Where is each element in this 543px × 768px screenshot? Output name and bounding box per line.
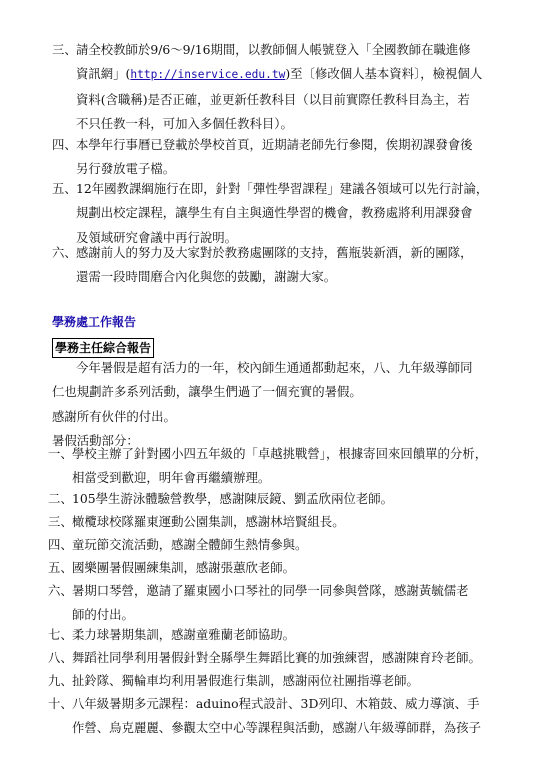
- section-title: 學務處工作報告: [52, 315, 137, 329]
- item-number: 七、: [48, 627, 73, 642]
- item-number: 五、: [52, 181, 77, 196]
- item-line: 師的付出。: [72, 607, 134, 623]
- item-line: 八年級暑期多元課程：aduino程式設計、3D列印、木箱鼓、威力導演、手: [72, 696, 480, 711]
- top-item-3: [52, 38, 502, 137]
- item-number: 四、: [52, 137, 77, 152]
- item-number: 五、: [48, 560, 73, 575]
- item-number: 二、: [48, 491, 73, 506]
- top-item-4: [52, 133, 502, 182]
- item-number: 三、: [52, 42, 77, 57]
- item-number: 八、: [48, 650, 73, 665]
- intro-paragraph: [52, 356, 502, 454]
- intro-line: 感謝所有伙伴的付出。: [52, 408, 176, 424]
- activity-1: [48, 442, 498, 491]
- item-line: 另行發放電子檔。: [76, 161, 176, 177]
- item-line: 柔力球暑期集訓，感謝童雅蘭老師協助。: [72, 627, 296, 642]
- item-line: 還需一段時間磨合內化與您的鼓勵，謝謝大家。: [76, 269, 337, 285]
- activity-10: [48, 692, 498, 741]
- item-line: 學校主辦了針對國小四五年級的「卓越挑戰營」，根據寄回來回饋單的分析，: [72, 446, 488, 461]
- item-line: 舞蹈社同學利用暑假針對全縣學生舞蹈比賽的加強練習，感謝陳育玲老師。: [72, 650, 481, 665]
- item-line: 作營、烏克麗麗、參觀太空中心等課程與活動，感謝八年級導師群，為孩子: [72, 720, 481, 736]
- top-item-6: [52, 241, 502, 290]
- item-number: 九、: [48, 673, 73, 688]
- item-line: 國樂團暑假團練集訓，感謝張蕙欣老師。: [72, 560, 296, 575]
- item-number: 十、: [48, 696, 73, 711]
- item-number: 一、: [48, 446, 73, 461]
- item-line: 橄欖球校隊羅東運動公園集訓，感謝林培賢組長。: [72, 514, 345, 529]
- item-line: 相當受到歡迎，明年會再繼續辦理。: [72, 470, 271, 486]
- intro-line: 暑假活動部分：: [52, 433, 139, 449]
- activity-9: [48, 669, 498, 693]
- item-line: 童玩節交流活動，感謝全體師生熱情參與。: [72, 537, 308, 552]
- activity-5: [48, 556, 498, 580]
- item-number: 三、: [48, 514, 73, 529]
- intro-line: 今年暑假是超有活力的一年，校內師生通通都動起來，八、九年級導師同: [76, 360, 473, 375]
- boxed-heading: 學務主任綜合報告: [52, 338, 154, 358]
- item-line: 暑期口琴營，邀請了羅東國小口琴社的同學一同參與營隊，感謝黃毓儒老: [72, 583, 469, 598]
- item-number: 四、: [48, 537, 73, 552]
- item-line: 資料(含職稱)是否正確，並更新任教科目（以目前實際任教科目為主，若: [76, 91, 470, 107]
- item-line: 規劃出校定課程，讓學生有自主與適性學習的機會，教務處將利用課發會: [76, 205, 473, 221]
- item-line: 感謝前人的努力及大家對於教務處團隊的支持，舊瓶裝新酒，新的團隊，: [76, 245, 473, 260]
- activity-8: [48, 646, 498, 670]
- item-line: 扯鈴隊、獨輪車均利用暑假進行集訓，感謝兩位社團指導老師。: [72, 673, 419, 688]
- activity-2: [48, 487, 498, 511]
- item-line: 105學生游泳體驗營教學，感謝陳辰鏡、劉孟欣兩位老師。: [72, 491, 394, 506]
- item-line: )至〔修改個人基本資料〕，檢視個人: [285, 66, 483, 82]
- item-line: 請全校教師於9/6～9/16期間，以教師個人帳號登入「全國教師在職進修: [76, 42, 471, 57]
- item-line: 不只任教一科，可加入多個任教科目）。: [76, 116, 293, 132]
- activity-4: [48, 533, 498, 557]
- inservice-link[interactable]: http://inservice.edu.tw: [130, 68, 286, 82]
- activity-3: [48, 510, 498, 534]
- item-number: 六、: [52, 245, 77, 260]
- intro-line: 仁也規劃許多系列活動，讓學生們過了一個充實的暑假。: [52, 384, 362, 400]
- item-line: 資訊網」(: [76, 66, 131, 82]
- item-line: 12年國教課綱施行在即，針對「彈性學習課程」建議各領域可以先行討論，: [76, 181, 489, 196]
- item-line: 本學年行事曆已登載於學校首頁，近期請老師先行參閱，俟期初課發會後: [76, 137, 473, 152]
- top-item-5: [52, 177, 502, 250]
- item-line: 及領域研究會議中再行說明。: [76, 229, 238, 245]
- item-number: 六、: [48, 583, 73, 598]
- activity-7: [48, 623, 498, 647]
- activity-6: [48, 579, 498, 628]
